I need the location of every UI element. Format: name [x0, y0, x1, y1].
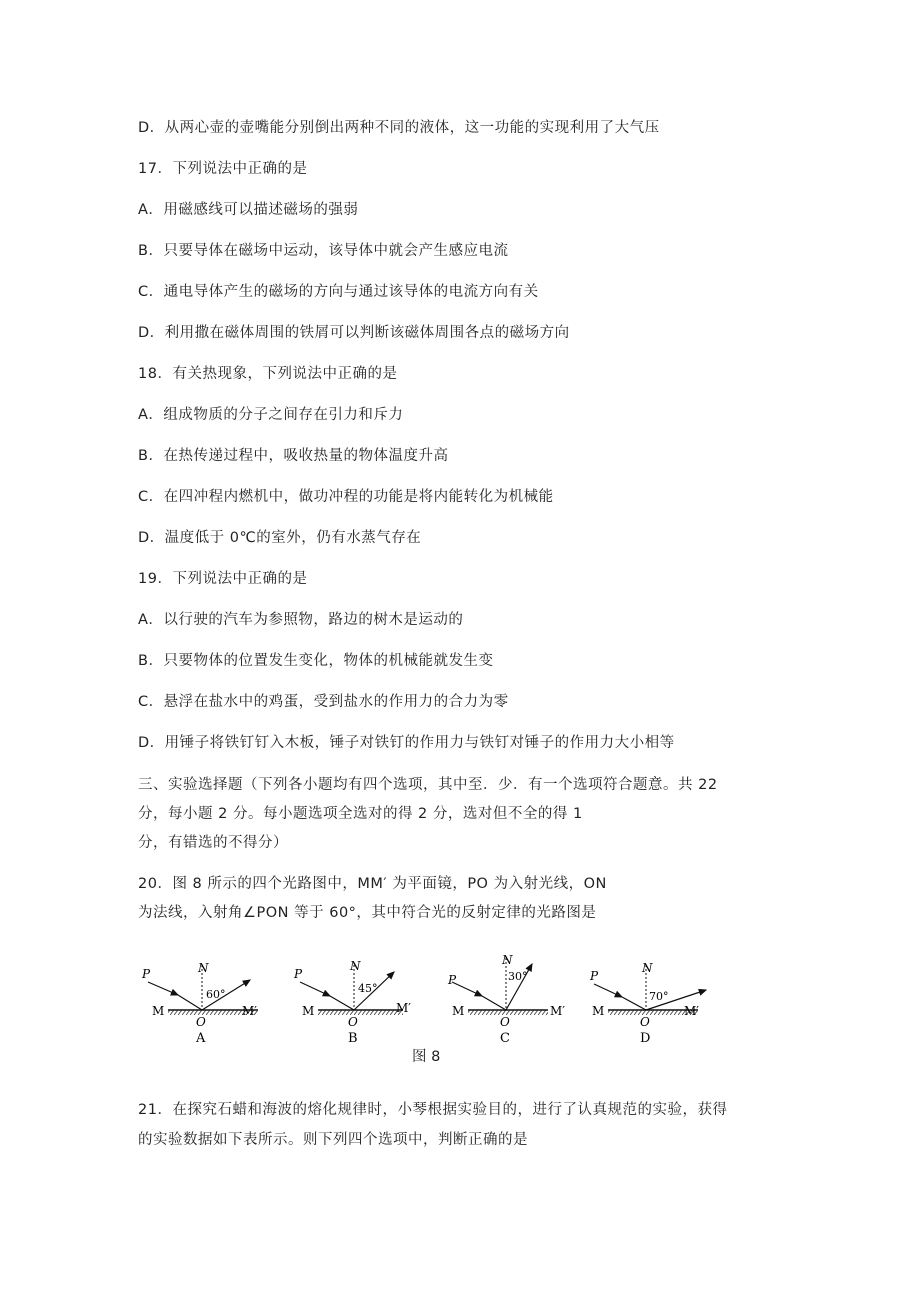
- diagram-d: [589, 961, 706, 1046]
- diagram-letter: A: [196, 1031, 206, 1046]
- point-n: N: [502, 953, 513, 967]
- question-20: 20．图 8 所示的四个光路图中，MM′ 为平面镜，PO 为入射光线，ON: [138, 876, 607, 892]
- option-b: B．在热传递过程中，吸收热量的物体温度升高: [138, 448, 449, 464]
- question-20-cont: 为法线，入射角∠PON 等于 60°，其中符合光的反射定律的光路图是: [138, 905, 597, 921]
- option-d: D．温度低于 0℃的室外，仍有水蒸气存在: [138, 530, 422, 546]
- point-m: M: [152, 1004, 165, 1018]
- angle-label: 45°: [358, 982, 378, 995]
- point-n: N: [642, 961, 653, 975]
- section-heading-cont: 分，每小题 2 分。每小题选项全选对的得 2 分，选对但不全的得 1: [138, 806, 583, 822]
- option-a: A．以行驶的汽车为参照物，路边的树木是运动的: [138, 612, 464, 628]
- option-c: C．在四冲程内燃机中，做功冲程的功能是将内能转化为机械能: [138, 489, 554, 505]
- question-21: 21．在探究石蜡和海波的熔化规律时，小琴根据实验目的，进行了认真规范的实验，获得: [138, 1102, 728, 1118]
- question-17: 17．下列说法中正确的是: [138, 161, 308, 177]
- question-19: 19．下列说法中正确的是: [138, 571, 308, 587]
- point-m-prime: M′: [242, 1004, 258, 1018]
- option-b: B．只要导体在磁场中运动，该导体中就会产生感应电流: [138, 243, 509, 259]
- point-n: N: [198, 961, 209, 975]
- option-a: A．用磁感线可以描述磁场的强弱: [138, 202, 359, 218]
- point-p: P: [448, 973, 457, 987]
- angle-label: 30°: [508, 970, 528, 983]
- text-line: D．从两心壶的壶嘴能分别倒出两种不同的液体，这一功能的实现利用了大气压: [138, 120, 660, 136]
- angle-label: 60°: [206, 988, 226, 1001]
- angle-label: 70°: [649, 990, 669, 1003]
- point-o: O: [500, 1015, 510, 1029]
- point-o: O: [348, 1015, 358, 1029]
- point-m: M: [452, 1004, 465, 1018]
- question-18: 18．有关热现象，下列说法中正确的是: [138, 366, 398, 382]
- point-o: O: [196, 1015, 206, 1029]
- point-p: P: [590, 969, 599, 983]
- option-a: A．组成物质的分子之间存在引力和斥力: [138, 407, 404, 423]
- section-heading-cont: 分，有错选的不得分）: [138, 835, 288, 851]
- point-m: M: [302, 1004, 315, 1018]
- option-b: B．只要物体的位置发生变化，物体的机械能就发生变: [138, 653, 494, 669]
- point-p: P: [142, 967, 151, 981]
- point-m-prime: M′: [396, 1001, 412, 1015]
- point-m-prime: M′: [684, 1004, 700, 1018]
- diagram-letter: B: [348, 1031, 358, 1046]
- option-d: D．利用撒在磁体周围的铁屑可以判断该磁体周围各点的磁场方向: [138, 325, 570, 341]
- figure-caption: 图 8: [412, 1049, 441, 1065]
- diagram-letter: D: [640, 1031, 651, 1046]
- point-o: O: [640, 1015, 650, 1029]
- point-m-prime: M′: [550, 1004, 566, 1018]
- diagram-a: [141, 961, 258, 1046]
- point-n: N: [350, 959, 361, 973]
- option-c: C．通电导体产生的磁场的方向与通过该导体的电流方向有关: [138, 284, 539, 300]
- question-21-cont: 的实验数据如下表所示。则下列四个选项中，判断正确的是: [138, 1132, 528, 1148]
- section-heading: 三、实验选择题（下列各小题均有四个选项，其中至．少．有一个选项符合题意。共 22: [138, 777, 718, 793]
- diagram-b: [293, 959, 411, 1046]
- diagram-letter: C: [500, 1031, 510, 1046]
- point-m: M: [592, 1004, 605, 1018]
- diagram-c: [447, 953, 565, 1046]
- option-d: D．用锤子将铁钉钉入木板，锤子对铁钉的作用力与铁钉对锤子的作用力大小相等: [138, 735, 675, 751]
- option-c: C．悬浮在盐水中的鸡蛋，受到盐水的作用力的合力为零: [138, 694, 509, 710]
- point-p: P: [294, 967, 303, 981]
